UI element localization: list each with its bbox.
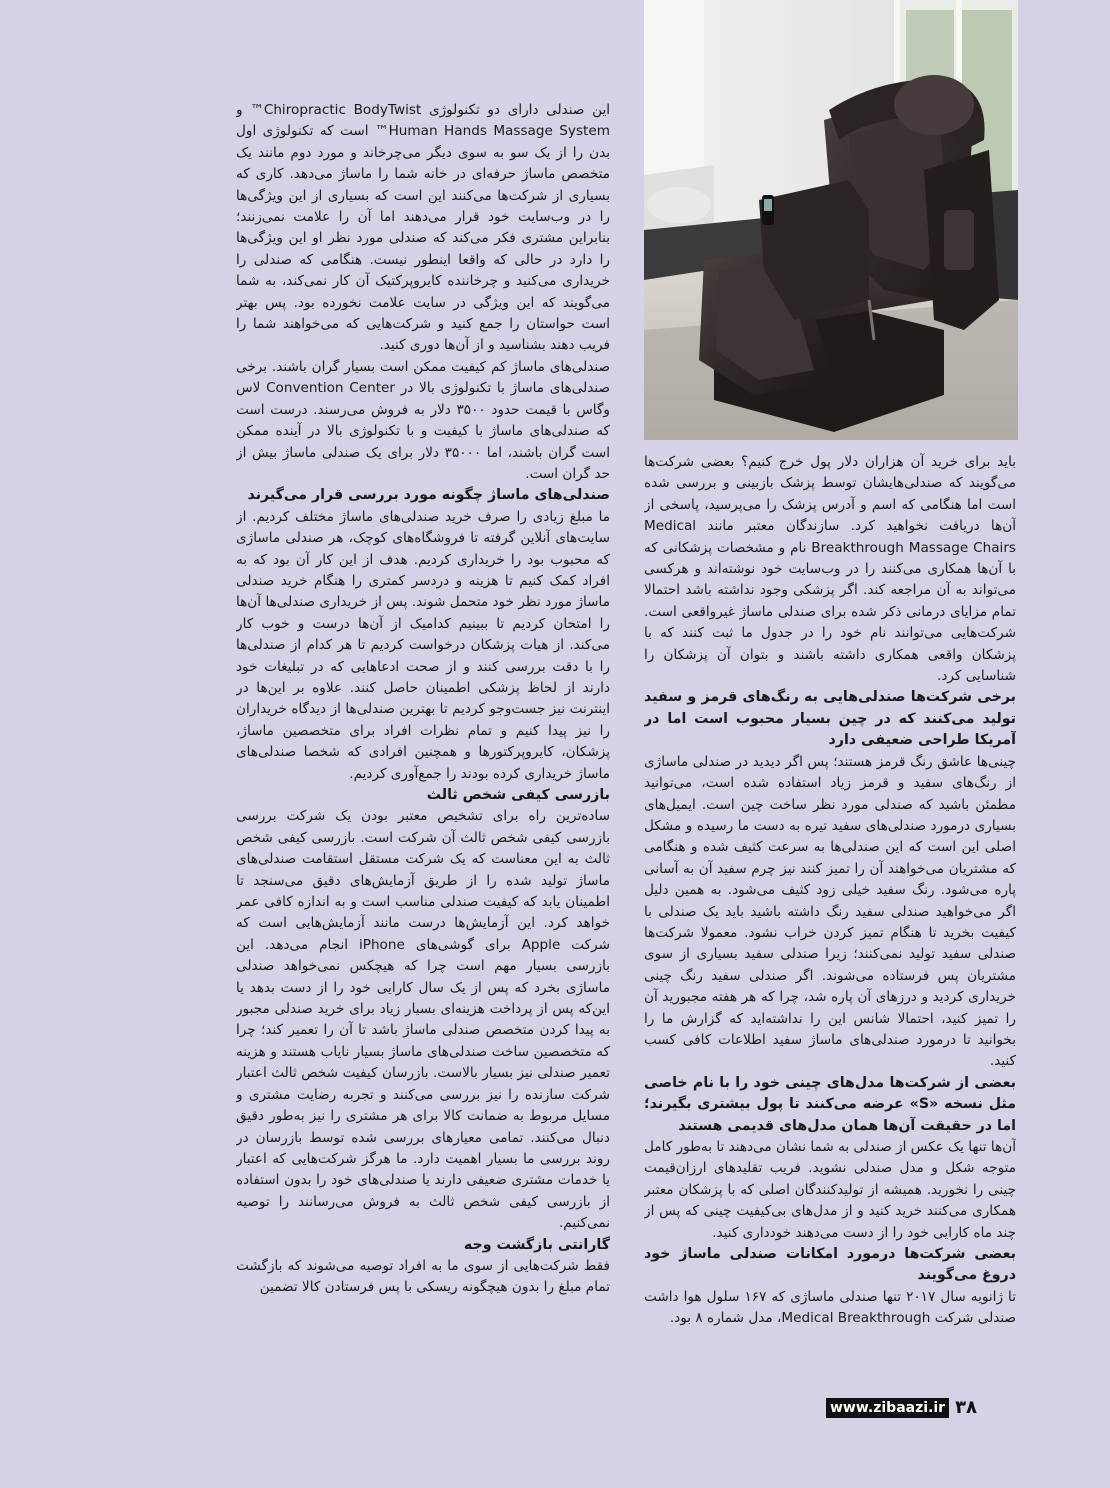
massage-chair-illustration [644, 0, 1018, 440]
paragraph: تا ژانویه سال ۲۰۱۷ تنها صندلی ماساژی که ۱۶۷ سلول هوا داشت صندلی شرکت Medical Breakthrough، مدل شماره ۸ بود. [644, 1288, 1016, 1327]
section-heading: برخی شرکت‌ها صندلی‌هایی به رنگ‌های قرمز و سفید تولید می‌کنند که در چین بسیار محبوب است اما در آمریکا طراحی ضعیفی دارد [644, 689, 1016, 749]
section-heading: بازرسی کیفی شخص ثالث [426, 787, 610, 803]
paragraph: باید برای خرید آن هزاران دلار پول خرج کنیم؟ بعضی شرکت‌ها می‌گویند که صندلی‌هایشان توسط پزشک بازبینی و بررسی شده است اما هنگامی که اسم و آدرس پزشک را می‌پرسید، پاسخی از آن‌ها دریافت نخواهید کرد. سازندگان معتبر مانند Medical Breakthrough Massage Chairs نام و مشخصات پزشکانی که با آن‌ها همکاری می‌کنند را در وب‌سایت خود نوشته‌اند و هرکسی می‌تواند به آن مراجعه کند. اگر پزشکی وجود نداشته باشد احتمالا تمام مزایای درمانی ذکر شده برای صندلی ماساژ غیرواقعی است. شرکت‌هایی می‌توانند نام خود را در جدول ما ثبت کنند که با پزشکان واقعی همکاری داشته باشند و بتوان آن پزشکان را شناسایی کرد. [644, 454, 1016, 685]
page-footer [826, 1397, 977, 1418]
section-heading: بعضی از شرکت‌ها مدل‌های چینی خود را با نام خاصی مثل نسخه «S» عرضه می‌کنند تا پول بیشتری بگیرند؛ اما در حقیقت آن‌ها همان مدل‌های قدیمی هستند [644, 1074, 1016, 1134]
page-number: ۳۸ [955, 1397, 978, 1418]
article-column-right [644, 452, 1016, 1392]
paragraph: این صندلی دارای دو تکنولوژی Chiropractic BodyTwist™ و Human Hands Massage System™ است که تکنولوژی اول بدن را از یک سو به سوی دیگر می‌چرخاند و مورد دوم مانند یک متخصص ماساژ حرفه‌ای در خانه شما را ماساژ می‌دهد. کاری که بسیاری از شرکت‌ها می‌کنند این است که بسیاری از این ویژگی‌ها را در وب‌سایت خود قرار می‌دهند اما آن را علامت نمی‌زنند؛ بنابراین مشتری فکر می‌کند که صندلی مورد نظر او این ویژگی‌ها را دارد در حالی که واقعا اینطور نیست. هنگامی که صندلی را خریداری می‌کنید و چرخاننده کایروپرکتیک آن کار نمی‌کند، به شما می‌گویند که این ویژگی در سایت علامت نخورده بود. پس بهتر است حواستان را جمع کنید و شرکت‌هایی که می‌خواهند شما را فریب دهند بشناسید و از آن‌ها دوری کنید. [236, 102, 610, 354]
paragraph: ساده‌ترین راه برای تشخیص معتبر بودن یک شرکت بررسی بازرسی کیفی شخص ثالث آن شرکت است. بازرسی کیفی شخص ثالث به این معناست که یک شرکت مستقل استقامت صندلی‌های ماساژ تولید شده را از طریق آزمایش‌های دقیق می‌سنجد تا اطمینان یابد که کیفیت صندلی مناسب است و به اندازه کافی عمر خواهد کرد. این آزمایش‌ها درست مانند آزمایش‌هایی است که شرکت Apple برای گوشی‌های iPhone انجام می‌دهد. این بازرسی بسیار مهم است چرا که هیچکس نمی‌خواهد صندلی ماساژی بخرد که پس از یک سال کارایی خود را از دست بدهد یا این‌که پس از پرداخت هزینه‌ای بسیار زیاد برای خرید صندلی مجبور به پیدا کردن متخصص صندلی ماساژ باشد تا آن را تعمیر کند؛ چرا که متخصصین ساخت صندلی‌های ماساژ بسیار نایاب هستند و هزینه تعمیر صندلی نیز بسیار بالاست. بازرسان کیفیت شخص ثالث اعتبار شرکت سازنده را نیز بررسی می‌کنند و تجربه رضایت مشتری و مسایل مربوط به ضمانت کالا برای هر مشتری را نیز به‌طور دقیق دنبال می‌کنند. تمامی معیارهای بررسی شده توسط بازرسان در روند بررسی ما بسیار اهمیت دارد. ما هرگز شرکت‌هایی که اعتبار یا خدمات مشتری ضعیفی دارند یا صندلی‌های خود را بدون استفاده از بازرسی کیفی شخص ثالث به فروش می‌رسانند را توصیه نمی‌کنیم. [236, 808, 610, 1232]
article-column-left [236, 100, 610, 1400]
paragraph: صندلی‌های ماساژ کم کیفیت ممکن است بسیار گران باشند. برخی صندلی‌های ماساژ با تکنولوژی بالا در Convention Center لاس وگاس با قیمت حدود ۳۵۰۰ دلار به فروش می‌رسند. درست است که صندلی‌های ماساژ با کیفیت و با تکنولوژی بالا در آینده ممکن است گران باشند، اما ۳۵۰۰۰ دلار برای یک صندلی ماساژ بیش از حد گران است. [236, 358, 610, 482]
massage-chair-photo [644, 0, 1018, 440]
section-heading: گارانتی بازگشت وجه [463, 1236, 610, 1253]
paragraph: چینی‌ها عاشق رنگ قرمز هستند؛ پس اگر دیدید در صندلی ماساژی از رنگ‌های سفید و قرمز زیاد استفاده شده است، می‌توانید مطمئن باشید که صندلی مورد نظر ساخت چین است. ایمیل‌های بسیاری درمورد صندلی‌های سفید تیره به دست ما رسیده و مشکل اصلی این است که این صندلی‌ها به سرعت کثیف شده و هنگامی که مشتریان می‌خواهند آن را تمیز کنند نیز چرم سفید آن به آسانی پاره می‌شود. رنگ سفید خیلی زود کثیف می‌شود. به همین دلیل اگر می‌خواهید صندلی سفید رنگ داشته باشید باید یک صندلی با کیفیت بخرید تا هنگام تمیز کردن خراب نشود. معمولا شرکت‌ها صندلی سفید تولید نمی‌کنند؛ زیرا صندلی سفید بسیاری از سوی مشتریان پس فرستاده می‌شوند. اگر صندلی سفید رنگ چینی خریداری کردید و درزهای آن پاره شد، چرا که هر هفته مجبورید آن را تمیز کنید، احتمالا شانس این را نداشته‌اید که گزارش ما را بخوانید تا درمورد صندلی‌های ماساژ سفید اطلاعات کافی کسب کنید. [644, 753, 1016, 1070]
paragraph: فقط شرکت‌هایی از سوی ما به افراد توصیه می‌شوند که بازگشت تمام مبلغ را بدون هیچگونه ریسکی با پس فرستادن کالا تضمین [236, 1257, 610, 1296]
section-heading: بعضی شرکت‌ها درمورد امکانات صندلی ماساژ خود دروغ می‌گویند [644, 1246, 1016, 1284]
paragraph: ما مبلغ زیادی را صرف خرید صندلی‌های ماساژ مختلف کردیم. از سایت‌های آنلاین گرفته تا فروشگاه‌های کوچک، هر صندلی ماساژی که محبوب بود را خریداری کردیم. هدف از این کار آن بود که به افراد کمک کنیم تا هزینه و دردسر کمتری را هنگام خرید صندلی ماساژ مورد نظر خود متحمل شوند. پس از خریداری صندلی‌ها آن‌ها را امتحان کردیم تا ببینیم کدامیک از آن‌ها درست و خوب کار می‌کند. از هیات پزشکان درخواست کردیم تا هر کدام از صندلی‌ها را با دقت بررسی کنند و از صحت ادعاهایی که در تبلیغات خود دارند از لحاظ پزشکی اطمینان حاصل کنند. علاوه بر این‌ها در اینترنت نیز جست‌وجو کردیم تا بهترین صندلی‌ها از دیدگاه خریداران را نیز پیدا کنیم و تمام نظرات افراد برای متخصصین ماساژ، پزشکان، کایروپرکتورها و همچنین افرادی که شخصا صندلی‌های ماساژ خریداری کرده بودند را جمع‌آوری کردیم. [236, 508, 610, 782]
website-url[interactable]: www.zibaazi.ir [826, 1398, 949, 1418]
section-heading: صندلی‌های ماساژ چگونه مورد بررسی قرار می‌گیرند [247, 487, 610, 504]
paragraph: آن‌ها تنها یک عکس از صندلی به شما نشان می‌دهند تا به‌طور کامل متوجه شکل و مدل صندلی نشوید. فریب تقلیدهای ارزان‌قیمت چینی را نخورید. همیشه از تولیدکنندگان اصلی که با پزشکان معتبر همکاری می‌کنند خرید کنید و از مدل‌های بی‌کیفیت چینی که پس از چند ماه کارایی خود را از دست می‌دهند خودداری کنید. [644, 1139, 1016, 1241]
